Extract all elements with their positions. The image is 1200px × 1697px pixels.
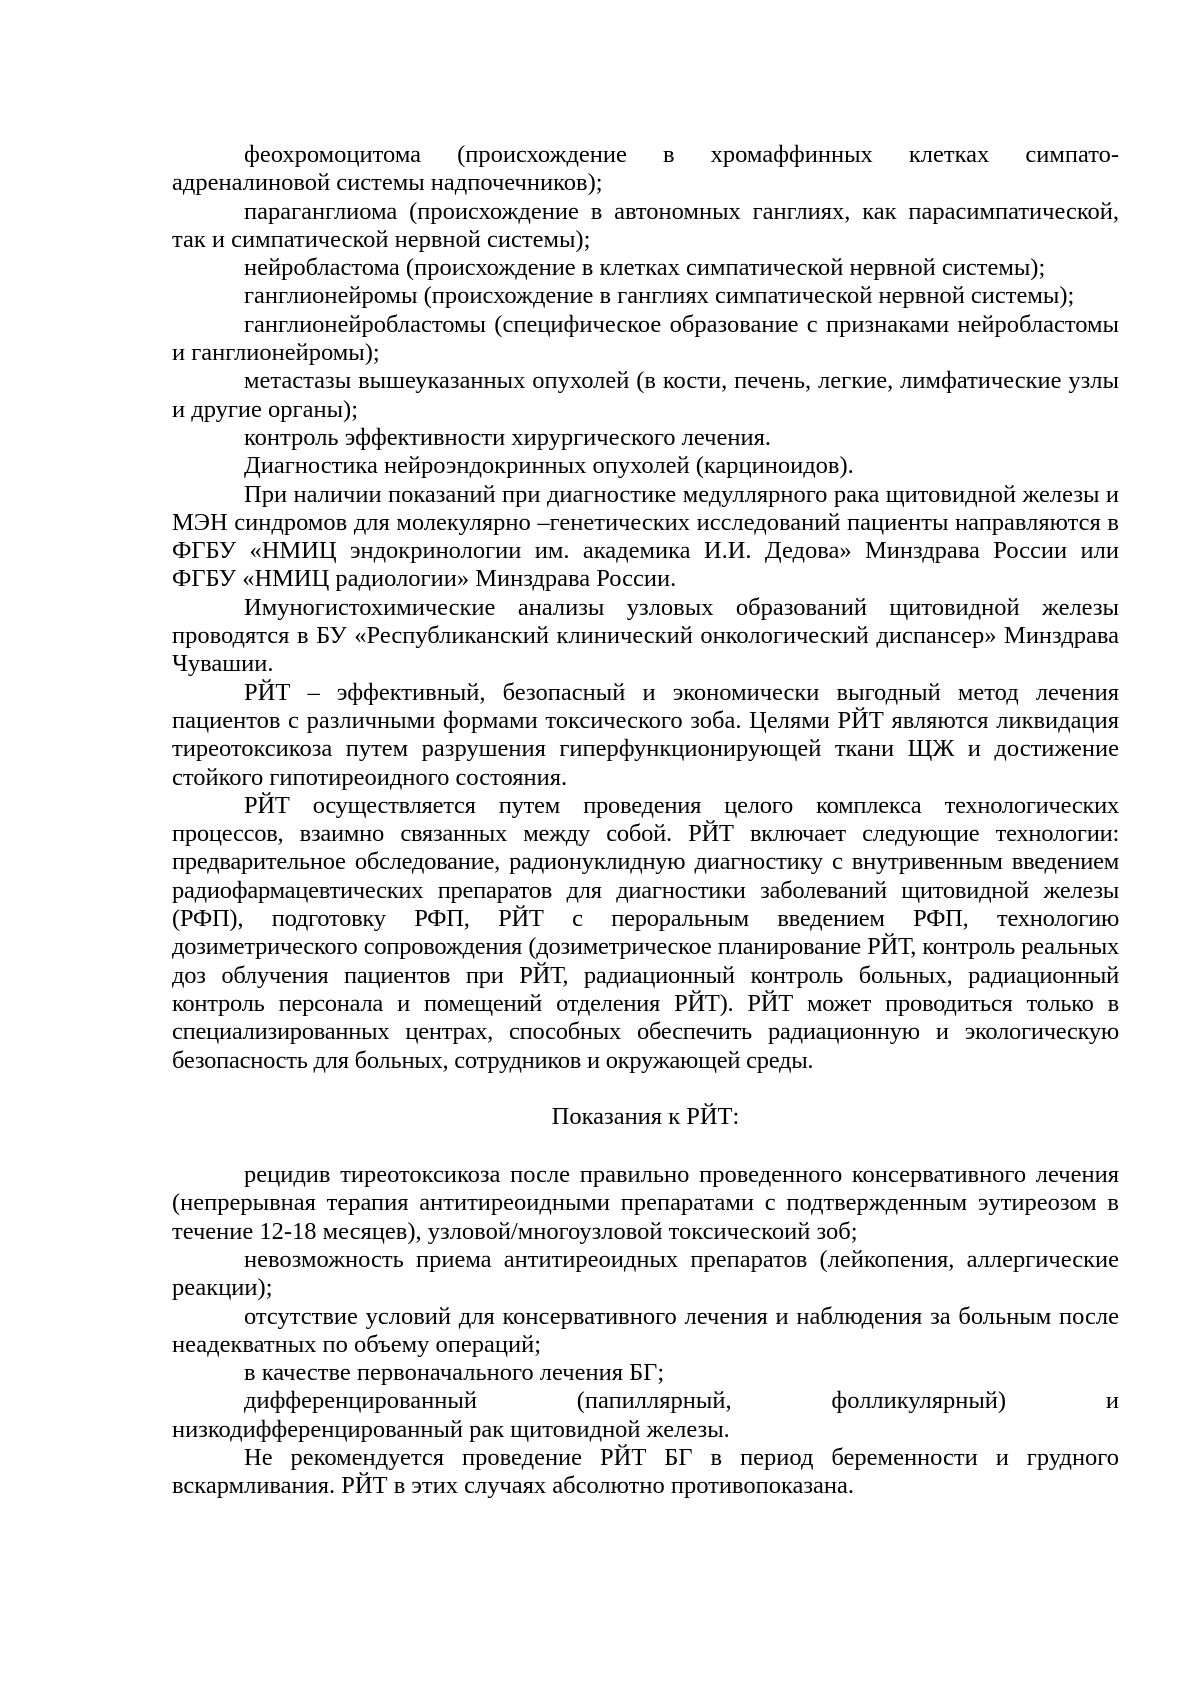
paragraph-carcinoid-diagnostics: Диагностика нейроэндокринных опухолей (карциноидов). [244,452,854,480]
paragraph-initial-treatment: в качестве первоначального лечения БГ; [244,1359,665,1387]
paragraph-neuroblastoma: нейробластома (происхождение в клетках симпатической нервной системы); [244,254,1046,282]
paragraph-pregnancy-contraindication: Не рекомендуется проведение РЙТ БГ в период беременности и грудного вскармливания. РЙТ в этих случаях абсолютно противопоказана. [172,1444,1119,1500]
section-heading: Показания к РЙТ: [551,1102,740,1130]
paragraph-thyroid-cancer: дифференцированный (папиллярный, фолликулярный) и низкодифференцированный рак щитовидной железы. [172,1387,1119,1443]
paragraph-ganglioneuroma: ганглионейромы (происхождение в ганглиях симпатической нервной системы); [244,282,1075,310]
paragraph-metastases: метастазы вышеуказанных опухолей (в кости, печень, легкие, лимфатические узлы и другие органы); [172,367,1119,423]
paragraph-relapse: рецидив тиреотоксикоза после правильно проведенного консервативного лечения (непрерывная терапия антитиреоидными препаратами с подтвержденным эутиреозом в течение 12-18 месяцев), узловой/многоузловой токсическоий зоб; [172,1161,1119,1245]
paragraph-genetic-referral: При наличии показаний при диагностике медуллярного рака щитовидной железы и МЭН синдромов для молекулярно –генетических исследований пациенты направляются в ФГБУ «НМИЦ эндокринологии им. академика И.И. Дедова» Минздрава России или ФГБУ «НМИЦ радиологии» Минздрава России. [172,480,1119,593]
paragraph-ganglioneuroblastoma: ганглионейробластомы (специфическое образование с признаками нейробластомы и ганглионейромы); [172,310,1119,367]
paragraph-paraganglioma: параганглиома (происхождение в автономных ганглиях, как парасимпатической, так и симпатической нервной системы); [172,197,1119,253]
paragraph-surgical-control: контроль эффективности хирургического лечения. [244,423,771,451]
paragraph-rit-efficiency: РЙТ – эффективный, безопасный и экономически выгодный метод лечения пациентов с различными формами токсического зоба. Целями РЙТ являются ликвидация тиреотоксикоза путем разрушения гиперфункционирующей ткани ЩЖ и достижение стойкого гипотиреоидного состояния. [172,678,1119,791]
document-page [172,141,1119,1501]
paragraph-pheochromocytoma: феохромоцитома (происхождение в хромаффинных клетках симпато-адреналиновой системы надпочечников); [172,141,1119,197]
paragraph-rit-technology: РЙТ осуществляется путем проведения целого комплекса технологических процессов, взаимно связанных между собой. РЙТ включает следующие технологии: предварительное обследование, радионуклидную диагностику с внутривенным введением радиофармацевтических препаратов для диагностики заболеваний щитовидной железы (РФП), подготовку РФП, РЙТ с пероральным введением РФП, технологию дозиметрического сопровождения (дозиметрическое планирование РЙТ, контроль реальных доз облучения пациентов при РЙТ, радиационный контроль больных, радиационный контроль персонала и помещений отделения РЙТ). РЙТ может проводиться только в специализированных центрах, способных обеспечить радиационную и экологическую безопасность для больных, сотрудников и окружающей среды. [172,791,1119,1074]
paragraph-immunohistochemistry: Имуногистохимические анализы узловых образований щитовидной железы проводятся в БУ «Республиканский клинический онкологический диспансер» Минздрава Чувашии. [172,593,1119,678]
paragraph-drug-intolerance: невозможность приема антитиреоидных препаратов (лейкопения, аллергические реакции); [172,1245,1119,1302]
paragraph-no-conservative-conditions: отсутствие условий для консервативного лечения и наблюдения за больным после неадекватных по объему операций; [172,1302,1119,1358]
